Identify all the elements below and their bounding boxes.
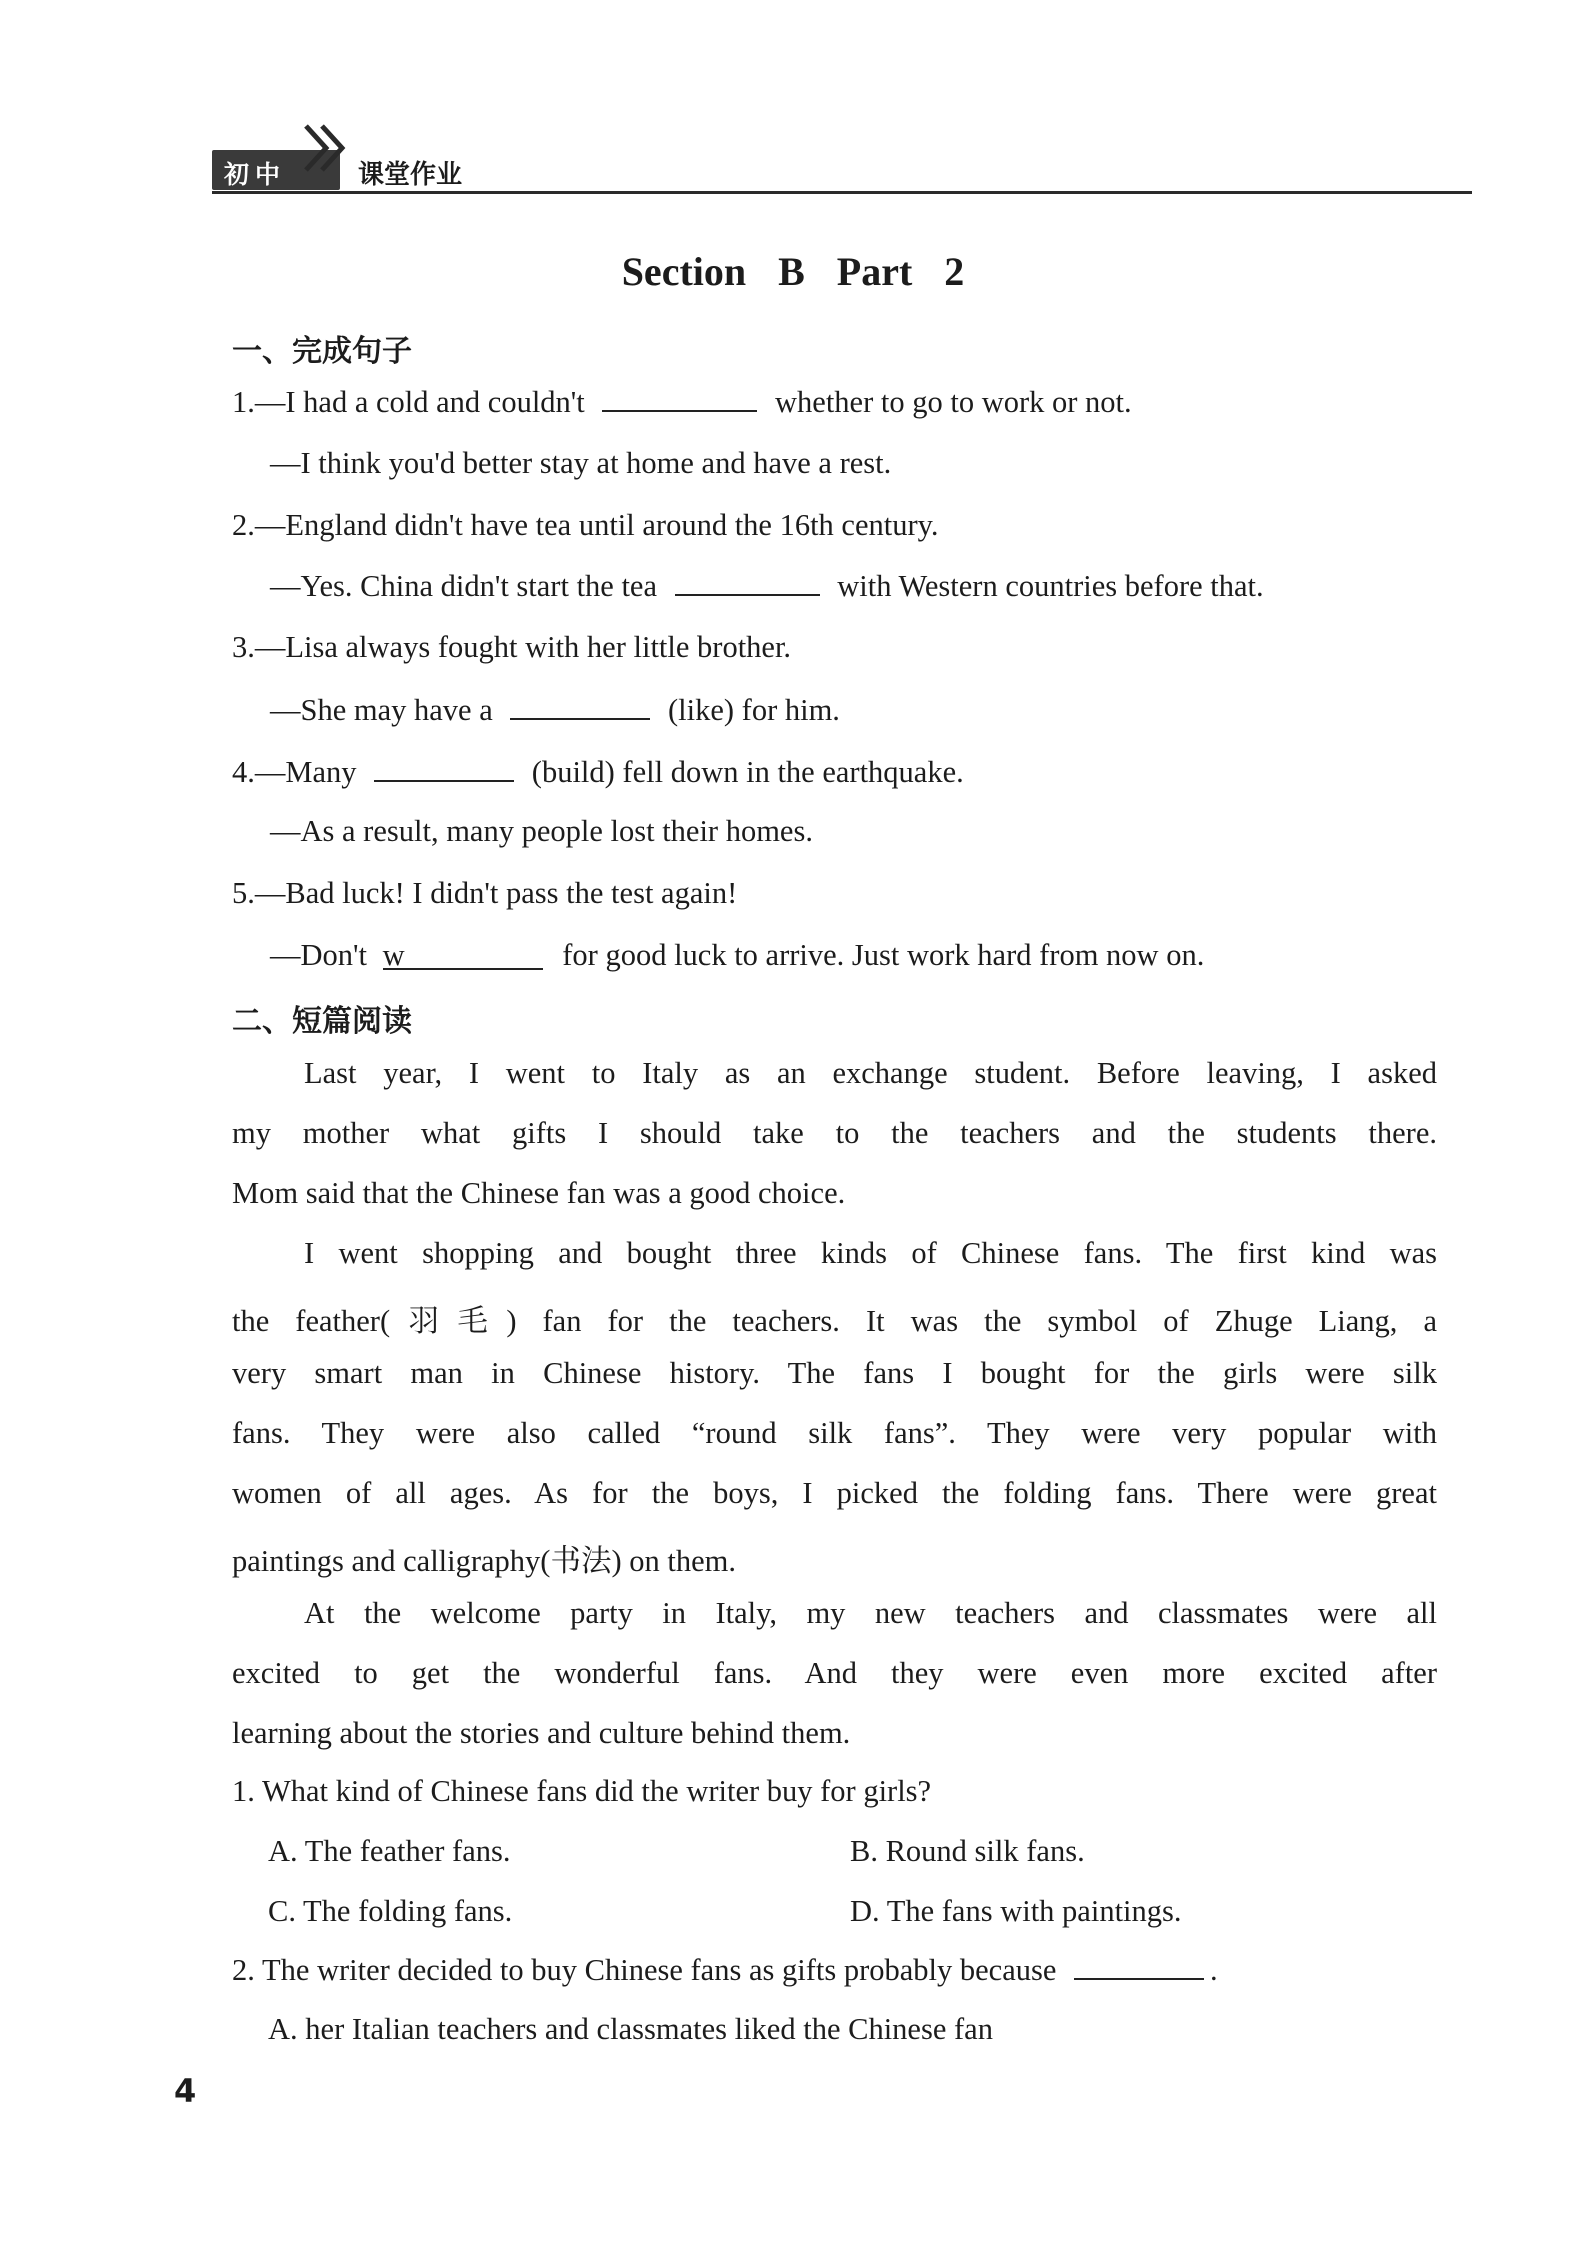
section-heading-complete-sentences: 一、完成句子 [232, 334, 412, 369]
q2-stem-end: . [1210, 1953, 1218, 1987]
q5-text-a: —Don't [270, 938, 367, 972]
question-4-line-2: —As a result, many people lost their homes. [270, 814, 813, 848]
question-3-line-2 [270, 692, 840, 728]
q5-text-b: for good luck to arrive. Just work hard from now on. [562, 938, 1205, 972]
paragraph-2-line-2: the feather(羽毛) fan for the teachers. It was the symbol of Zhuge Liang, a [232, 1304, 1437, 1338]
question-1-line-2: —I think you'd better stay at home and have a rest. [270, 446, 892, 480]
paragraph-2-line-4: fans. They were also called “round silk fans”. They were very popular with [232, 1416, 1437, 1450]
question-4-line-1 [232, 754, 964, 790]
question-2-line-1: 2.—England didn't have tea until around the 16th century. [232, 508, 939, 542]
q2-text-b: with Western countries before that. [837, 569, 1264, 603]
double-chevron-icon [300, 118, 360, 178]
reading-question-2-stem [232, 1952, 1218, 1988]
paragraph-2-line-1: I went shopping and bought three kinds of Chinese fans. The first kind was [304, 1236, 1437, 1270]
reading-q2-option-a[interactable]: A. her Italian teachers and classmates liked the Chinese fan [268, 2012, 993, 2046]
blank-initial-letter: w [382, 938, 405, 972]
question-3-line-1: 3.—Lisa always fought with her little brother. [232, 630, 792, 664]
question-1-line-1 [232, 384, 1132, 420]
answer-blank-reading-2[interactable] [1074, 1952, 1204, 1980]
header-subtitle: 课堂作业 [358, 160, 463, 190]
page-title: Section B Part 2 [621, 249, 965, 294]
answer-blank-4[interactable] [374, 754, 514, 782]
reading-q1-option-a[interactable]: A. The feather fans. [268, 1834, 511, 1868]
paragraph-1-line-1: Last year, I went to Italy as an exchange student. Before leaving, I asked [304, 1056, 1437, 1090]
answer-blank-2[interactable] [675, 568, 820, 596]
section-heading-reading: 二、短篇阅读 [232, 1004, 412, 1039]
answer-blank-1[interactable] [602, 384, 757, 412]
reading-q1-option-c[interactable]: C. The folding fans. [268, 1894, 513, 1928]
paragraph-3-line-3: learning about the stories and culture behind them. [232, 1716, 851, 1750]
paragraph-2-line-3: very smart man in Chinese history. The fans I bought for the girls were silk [232, 1356, 1437, 1390]
paragraph-1-line-2: my mother what gifts I should take to the teachers and the students there. [232, 1116, 1437, 1150]
level-badge-text: 初中 [224, 160, 287, 189]
q3-text-a: —She may have a [270, 693, 493, 727]
paragraph-3-line-2: excited to get the wonderful fans. And they were even more excited after [232, 1656, 1437, 1690]
reading-question-1-stem: 1. What kind of Chinese fans did the writer buy for girls? [232, 1774, 932, 1808]
question-2-line-2 [270, 568, 1264, 604]
header-rule [212, 191, 1472, 194]
q3-text-b: (like) for him. [668, 693, 840, 727]
q2-stem-text: 2. The writer decided to buy Chinese fans as gifts probably because [232, 1953, 1057, 1987]
q4-text-b: (build) fell down in the earthquake. [531, 755, 964, 789]
paragraph-2-line-6: paintings and calligraphy(书法) on them. [232, 1544, 736, 1578]
q4-text-a: 4.—Many [232, 755, 357, 789]
page-number: 4 [174, 2072, 197, 2110]
answer-blank-5[interactable] [383, 938, 543, 970]
paragraph-2-line-5: women of all ages. As for the boys, I picked the folding fans. There were great [232, 1476, 1437, 1510]
reading-q1-option-d[interactable]: D. The fans with paintings. [850, 1894, 1182, 1928]
paragraph-3-line-1: At the welcome party in Italy, my new teachers and classmates were all [304, 1596, 1437, 1630]
answer-blank-3[interactable] [510, 692, 650, 720]
question-5-line-2 [270, 938, 1204, 973]
reading-q1-option-b[interactable]: B. Round silk fans. [850, 1834, 1085, 1868]
q1-text-a: 1.—I had a cold and couldn't [232, 385, 585, 419]
paragraph-1-line-3: Mom said that the Chinese fan was a good choice. [232, 1176, 846, 1210]
question-5-line-1: 5.—Bad luck! I didn't pass the test again! [232, 876, 738, 910]
q2-text-a: —Yes. China didn't start the tea [270, 569, 657, 603]
q1-text-b: whether to go to work or not. [775, 385, 1132, 419]
